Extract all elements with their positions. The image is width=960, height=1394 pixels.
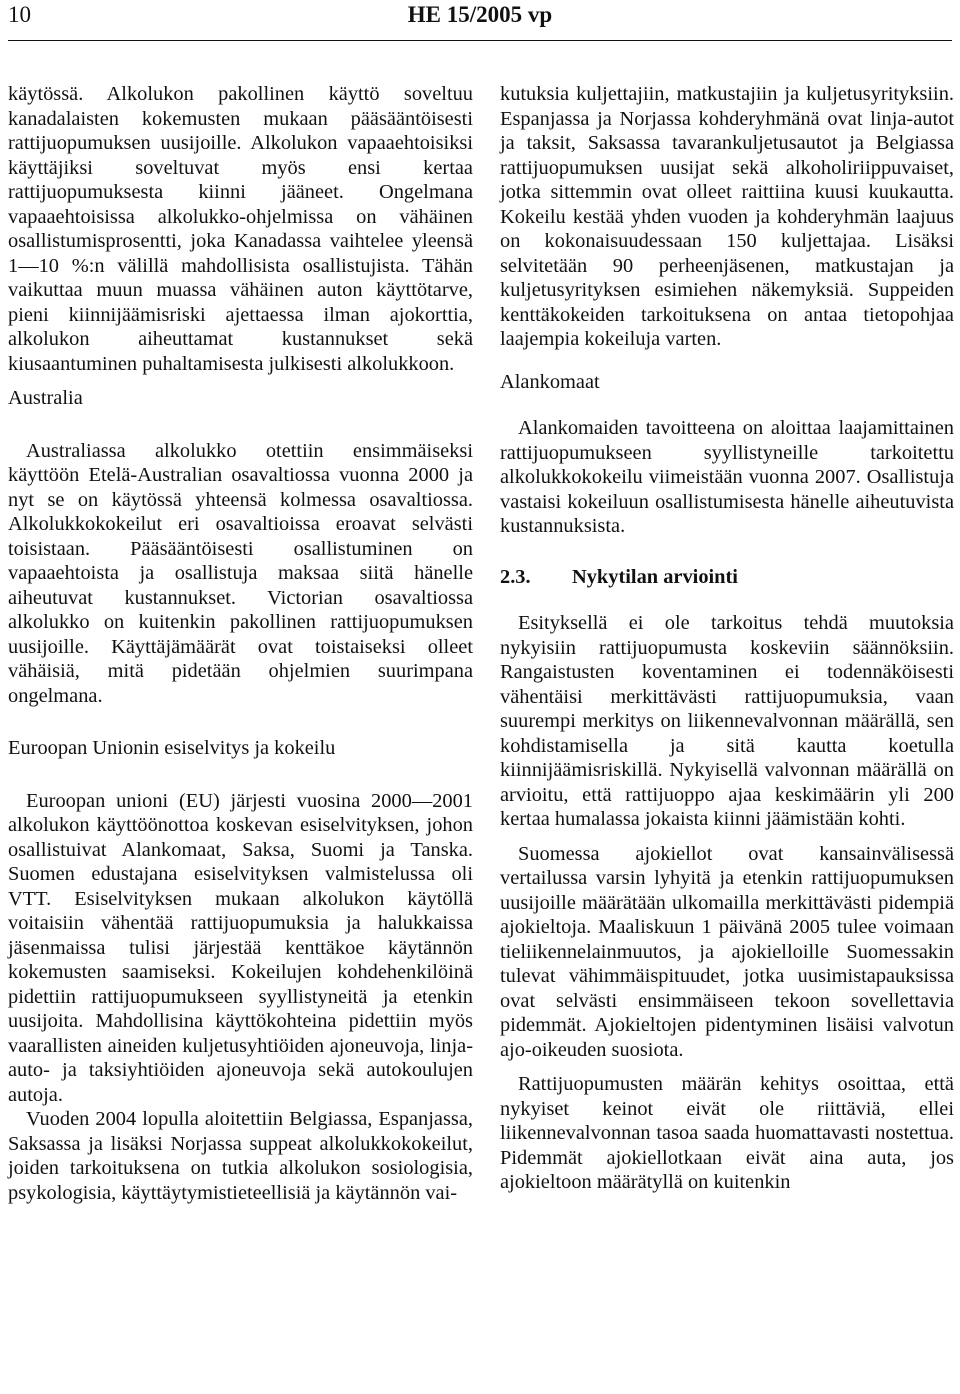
paragraph: Australiassa alkolukko otettiin ensimmäiseksi käyttöön Etelä-Australian osavaltiossa vuonna 2000 ja nyt se on käytössä yhteensä kolmessa osavaltiossa. Alkolukkokokeilut eri osavaltioissa eroavat selvästi toisistaan. Pääsääntöisesti osallistuminen on vapaaehtoista ja osallistuja maksaa siitä hänelle aiheutuvat kustannukset. Victorian osavaltiossa alkolukko on kuitenkin pakollinen rattijuopumuksen uusijoille. Käyttäjämäärät ovat toistaiseksi olleet vähäisiä, mitä pidetään ohjelmien suurimpana ongelmana. (8, 439, 473, 707)
section-title: Nykytilan arviointi (572, 565, 738, 588)
paragraph: Vuoden 2004 lopulla aloitettiin Belgiassa, Espanjassa, Saksassa ja lisäksi Norjassa suppeat alkolukkokokeilut, joiden tarkoituksena on tutkia alkolukon sosiologisia, psykologisia, käyttäytymistieteellisiä ja käytännön vai- (8, 1108, 473, 1204)
page-header (0, 0, 960, 44)
paragraph: Suomessa ajokiellot ovat kansainvälisessä vertailussa varsin lyhyitä ja etenkin rattijuopumuksen uusijoille määrätään ulkomailla merkittävästi pidempiä ajokieltoja. Maaliskuun 1 päivänä 2005 tulee voimaan tieliikennelainmuutos, ja ajokielloille Suomessakin tulevat vähimmäispituudet, jotka uusimistapauksissa ovat selvästi ensimmäiseen tekoon sovellettavia pidemmät. Ajokieltojen pidentyminen lisäisi valvotun ajo-oikeuden suosiota. (500, 842, 954, 1061)
paragraph: Esityksellä ei ole tarkoitus tehdä muutoksia nykyisiin rattijuopumusta koskeviin säännöksiin. Rangaistusten koventaminen ei todennäköisesti vähentäisi merkittävästi rattijuopumuksia, vaan suurempi merkitys on liikennevalvonnan määrällä, sen kohdistamisella ja sitä kautta koetulla kiinnijäämisriskillä. Nykyisellä valvonnan määrällä on arvioitu, että rattijuoppo ajaa keskimäärin yli 200 kertaa humalassa jokaista kiinni jäämistään kohti. (500, 612, 954, 830)
paragraph: Alankomaiden tavoitteena on aloittaa laajamittainen rattijuopumukseen syyllistyneille tarkoitettu alkolukkokokeilu viimeistään vuonna 2007. Osallistuja vastaisi kokeiluun osallistumisesta hänelle aiheutuvista kustannuksista. (500, 417, 954, 537)
numbered-section-heading (500, 565, 954, 590)
section-heading: Alankomaat (500, 370, 600, 393)
paragraph: käytössä. Alkolukon pakollinen käyttö soveltuu kanadalaisten kokemusten mukaan pääsääntöisesti rattijuopumuksen uusijoille. Alkolukon vapaaehtoisiksi käyttäjiksi soveltuvat myös ensi kertaa rattijuopumuksesta kiinni jääneet. Ongelmana vapaaehtoisissa alkolukko-ohjelmissa on vähäinen osallistumisprosentti, joka Kanadassa vaihtelee yleensä 1—10 %:n välillä mahdollisista osallistujista. Tähän vaikuttaa muun muassa vähäinen auton käyttötarve, pieni kiinnijäämisriski ajettaessa ilman ajokorttia, alkolukon aiheuttamat kustannukset sekä kiusaantuminen puhaltamisesta julkisesti alkolukkoon. (8, 83, 473, 375)
left-column (8, 82, 473, 1205)
section-number: 2.3. (500, 565, 531, 588)
page-number: 10 (8, 2, 31, 27)
section-heading: Euroopan Unionin esiselvitys ja kokeilu (8, 737, 336, 759)
paragraph: kutuksia kuljettajiin, matkustajiin ja kuljetusyrityksiin. Espanjassa ja Norjassa kohderyhmänä ovat linja-autot ja taksit, Saksassa tavarankuljetusautot ja Belgiassa rattijuopumuksen uusijat sekä alkoholiriippuvaiset, jotka sittemmin ovat olleet raittiina kuusi kuukautta. Kokeilu kestää yhden vuoden ja kohderyhmän laajuus on kokonaisuudessaan 150 kuljettajaa. Lisäksi selvitetään 90 perheenjäsenen, matkustajan ja kuljetusyrityksen esimiehen näkemyksiä. Suppeiden kenttäkokeiden tarkoituksena on antaa tietopohjaa laajempia kokeiluja varten. (500, 83, 954, 350)
header-rule (8, 40, 952, 41)
paragraph: Euroopan unioni (EU) järjesti vuosina 2000—2001 alkolukon käyttöönottoa koskevan esiselvityksen, johon osallistuivat Alankomaat, Saksa, Suomi ja Tanska. Suomen edustajana esiselvityksen valmistelussa oli VTT. Esiselvityksen mukaan alkolukon käytöllä voitaisiin vähentää rattijuopumuksia ja halukkaissa jäsenmaissa tulisi järjestää kenttäkoe käytännön kokemusten saamiseksi. Kokeilujen kohdehenkilöinä pidettiin rattijuopumukseen syyllistyneitä ja etenkin uusijoita. Mahdollisina käyttökohteina pidettiin myös vaarallisten aineiden kuljetusyhtiöiden ajoneuvoja, linja-auto- ja taksiyhtiöiden ajoneuvoja sekä autokoulujen autoja. (8, 789, 473, 1106)
document-id: HE 15/2005 vp (407, 2, 553, 27)
section-heading: Australia (8, 387, 83, 409)
right-column (500, 82, 954, 1195)
paragraph: Rattijuopumusten määrän kehitys osoittaa, että nykyiset keinot eivät ole riittäviä, ellei liikennevalvonnan tasoa saada huomattavasti nostettua. Pidemmät ajokiellotkaan eivät aina auta, jos ajokieltoon määrätyllä on kuitenkin (500, 1073, 954, 1193)
